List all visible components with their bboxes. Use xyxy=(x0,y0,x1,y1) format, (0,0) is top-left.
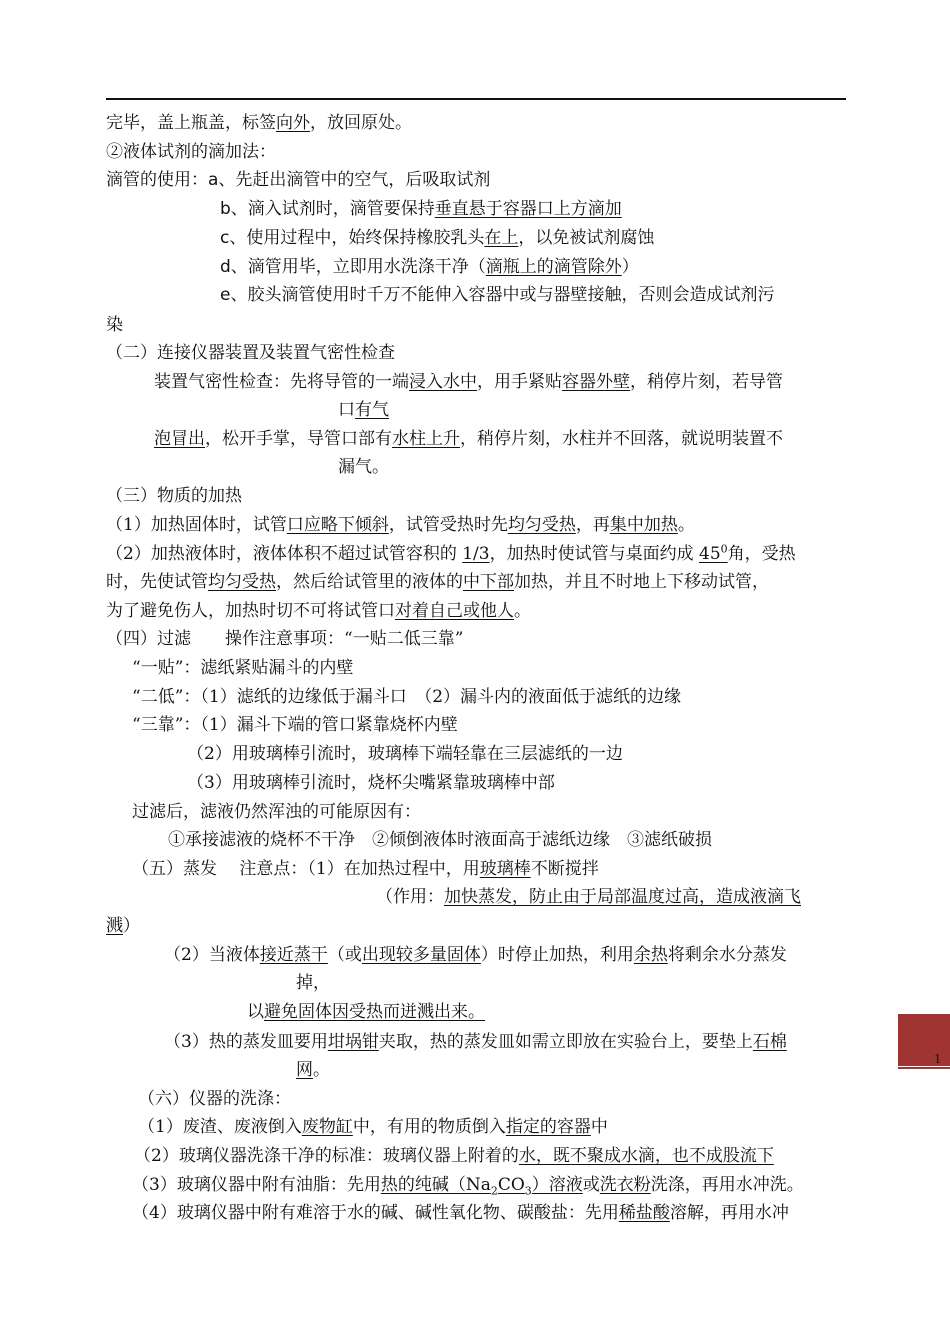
text-line: （2）玻璃仪器洗涤干净的标准：玻璃仪器上附着的水，既不聚成水滴，也不成股流下 xyxy=(134,1146,774,1166)
text-line: 以避免固体因受热而迸溅出来。 xyxy=(247,1002,485,1022)
text-line: 染 xyxy=(106,315,123,335)
text-line: 过滤后，滤液仍然浑浊的可能原因有： xyxy=(132,802,421,822)
text-line: “三靠”：（1）漏斗下端的管口紧靠烧杯内壁 xyxy=(132,715,458,735)
text-line: （3）玻璃仪器中附有油脂：先用热的纯碱$(Na_2CO_3)$溶液或洗衣粉洗涤，再用水冲洗。 xyxy=(132,1175,804,1198)
page-tab-underline xyxy=(898,1067,950,1069)
text-line: e、胶头滴管使用时千万不能伸入容器中或与器壁接触，否则会造成试剂污 xyxy=(220,285,775,305)
text-line: ②液体试剂的滴加法： xyxy=(106,142,276,162)
text-line: 完毕，盖上瓶盖，标签向外，放回原处。 xyxy=(106,113,412,133)
text-line: 装置气密性检查：先将导管的一端浸入水中，用手紧贴容器外壁，稍停片刻，若导管 xyxy=(154,372,783,392)
text-line: 时，先使试管均匀受热，然后给试管里的液体的中下部加热，并且不时地上下移动试管， xyxy=(106,572,769,592)
header-rule xyxy=(106,98,846,100)
section-heading: （四）过滤 操作注意事项：“一贴二低三靠” xyxy=(106,629,464,649)
text-line: 漏气。 xyxy=(338,457,389,477)
text-line: c、使用过程中，始终保持橡胶乳头在上，以免被试剂腐蚀 xyxy=(220,228,655,248)
text-line: 滴管的使用：a、先赶出滴管中的空气，后吸取试剂 xyxy=(106,170,491,190)
text-line: 溅） xyxy=(106,916,140,936)
text-line: （3）用玻璃棒引流时，烧杯尖嘴紧靠玻璃棒中部 xyxy=(187,773,555,793)
text-line: “一贴”：滤纸紧贴漏斗的内壁 xyxy=(132,658,354,678)
text-line: （2）加热液体时，液体体积不超过试管容积的 1/3，加热时使试管与桌面约成 $45^0$角，受热 xyxy=(106,542,796,564)
text-line: 掉， xyxy=(296,973,330,993)
text-line: （1）加热固体时，试管口应略下倾斜，试管受热时先均匀受热，再集中加热。 xyxy=(106,515,695,535)
page-number: 1 xyxy=(934,1052,941,1067)
text-line: （作用：加快蒸发，防止由于局部温度过高，造成液滴飞 xyxy=(376,887,801,907)
text-line: （2）当液体接近蒸干（或出现较多量固体）时停止加热，利用余热将剩余水分蒸发 xyxy=(164,945,787,965)
section-heading: （六）仪器的洗涤： xyxy=(138,1089,291,1109)
text-line: d、滴管用毕，立即用水洗涤干净（滴瓶上的滴管除外） xyxy=(220,257,639,277)
text-line: “二低”：（1）滤纸的边缘低于漏斗口 （2）漏斗内的液面低于滤纸的边缘 xyxy=(132,687,682,707)
text-line: b、滴入试剂时，滴管要保持垂直悬于容器口上方滴加 xyxy=(220,199,622,219)
text-line: （4）玻璃仪器中附有难溶于水的碱、碱性氧化物、碳酸盐：先用稀盐酸溶解，再用水冲 xyxy=(132,1203,789,1223)
text-line: ①承接滤液的烧杯不干净 ②倾倒液体时液面高于滤纸边缘 ③滤纸破损 xyxy=(168,830,712,850)
text-line: （3）热的蒸发皿要用坩埚钳夹取，热的蒸发皿如需立即放在实验台上，要垫上石棉 xyxy=(164,1032,787,1052)
page-tab-marker xyxy=(898,1014,950,1066)
text-line: 泡冒出，松开手掌，导管口部有水柱上升，稍停片刻，水柱并不回落，就说明装置不 xyxy=(154,429,783,449)
text-line: （2）用玻璃棒引流时，玻璃棒下端轻靠在三层滤纸的一边 xyxy=(187,744,623,764)
section-heading: （二）连接仪器装置及装置气密性检查 xyxy=(106,343,395,363)
text-line: 口有气 xyxy=(338,400,389,420)
text-line: （1）废渣、废液倒入废物缸中，有用的物质倒入指定的容器中 xyxy=(138,1117,608,1137)
section-heading: （三）物质的加热 xyxy=(106,486,242,506)
section-heading: （五）蒸发 注意点：（1）在加热过程中，用玻璃棒不断搅拌 xyxy=(132,859,599,879)
text-line: 为了避免伤人，加热时切不可将试管口对着自己或他人。 xyxy=(106,601,531,621)
text-line: 网。 xyxy=(296,1060,330,1080)
